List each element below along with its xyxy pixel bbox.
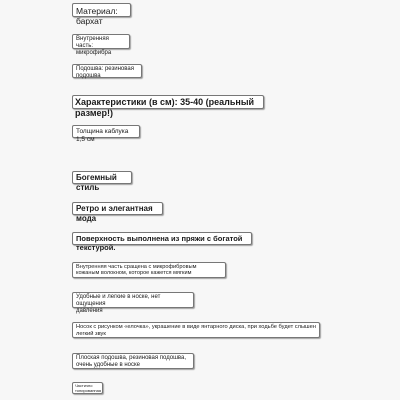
tag-flat-sole: Плоская подошва, резиновая подошва, очень удобные в носке <box>72 353 194 369</box>
tag-inner-fiber: Внутренняя часть сращена с микрофибровым кожаным волокном, которое кажется мягким <box>72 262 226 278</box>
tag-sole: Подошва: резиновая подошва <box>72 64 142 78</box>
tag-material: Материал: бархат <box>72 3 131 17</box>
tag-toe: Носок с рисунком «елочка», украшение в виде янтарного диска, при ходьбе будет слышен легкий звук <box>72 322 320 338</box>
tag-heel: Толщина каблука 1,5 см <box>72 125 140 138</box>
tag-lining: Внутренняя часть: микрофибра <box>72 34 130 49</box>
tag-note: Частично тонированная <box>72 382 103 394</box>
tag-style: Богемный стиль <box>72 171 132 184</box>
tag-size: Характеристики (в см): 35-40 (реальный размер!) <box>72 95 264 109</box>
tag-comfort: Удобные и легкие в носке, нет ощущения давления <box>72 292 194 308</box>
tag-surface: Поверхность выполнена из пряжи с богатой текстурой. <box>72 232 252 245</box>
tag-retro: Ретро и элегантная мода <box>72 202 163 215</box>
